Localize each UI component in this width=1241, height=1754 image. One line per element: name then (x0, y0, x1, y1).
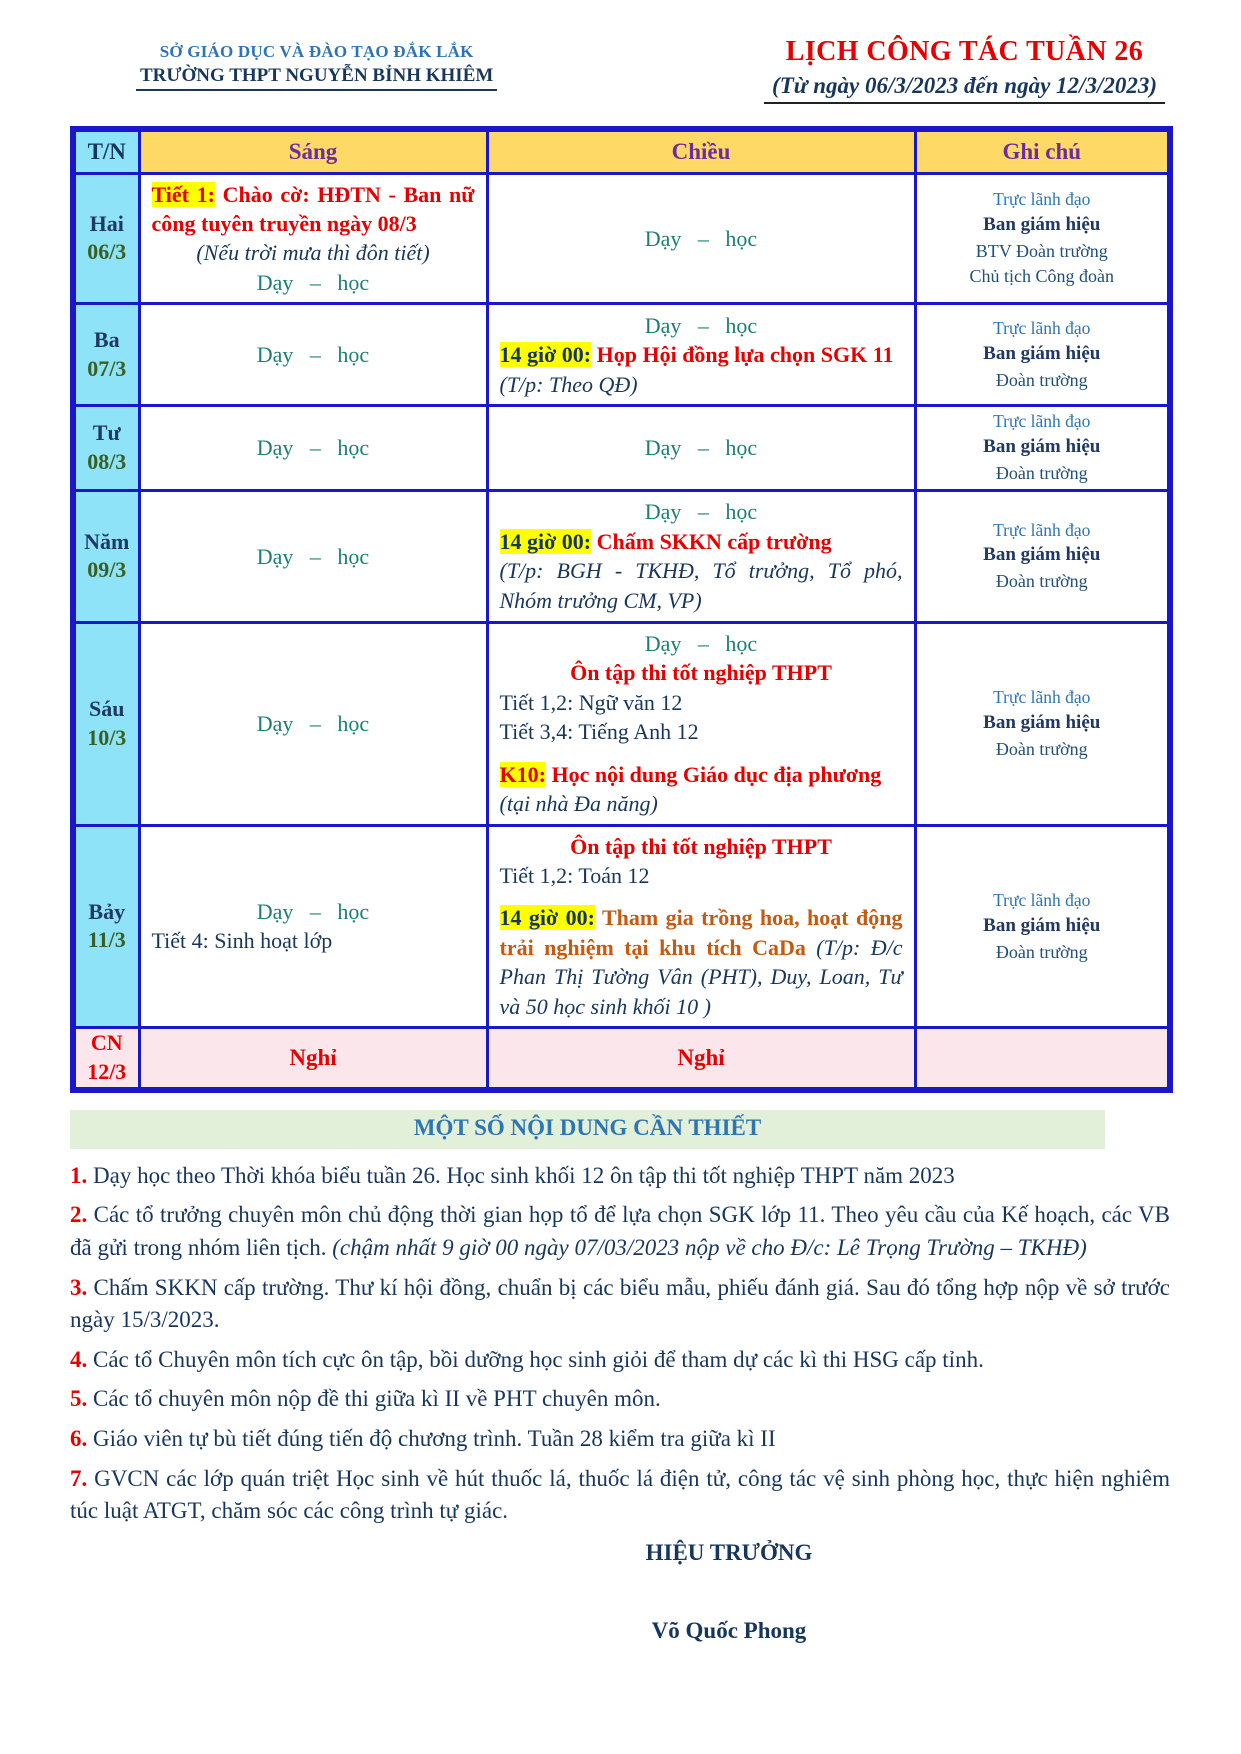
highlight-time: 14 giờ 00: (499, 528, 592, 554)
duty-line: Đoàn trường (995, 571, 1088, 592)
list-item (70, 1199, 1170, 1264)
activity-line (500, 340, 903, 369)
event-note: (tại nhà Đa năng) (499, 791, 658, 817)
day-name: Sáu (89, 696, 125, 722)
day-date: 08/3 (87, 449, 127, 475)
morning-cell (139, 622, 487, 825)
document-header (70, 36, 1169, 104)
item-number: 1. (70, 1162, 88, 1188)
morning-cell (139, 173, 487, 304)
afternoon-cell (487, 1028, 915, 1090)
list-item (70, 1160, 1170, 1193)
schedule-table (70, 126, 1173, 1093)
table-row-monday (73, 173, 1170, 304)
table-row-saturday (73, 825, 1170, 1028)
morning-cell (139, 490, 487, 622)
activity-line (500, 527, 903, 556)
teaching-label: Dạy – học (256, 898, 370, 924)
afternoon-cell (487, 173, 915, 304)
item-text: Giáo viên tự bù tiết đúng tiến độ chương trình. Tuần 28 kiểm tra giữa kì II (87, 1426, 776, 1452)
day-name: Năm (84, 528, 130, 554)
teaching-label: Dạy – học (256, 269, 370, 295)
column-header-afternoon: Chiều (487, 129, 915, 173)
org-department: SỞ GIÁO DỤC VÀ ĐÀO TẠO ĐẮK LẮK (159, 42, 474, 61)
day-date: 09/3 (87, 557, 127, 583)
item-number: 2. (70, 1202, 88, 1228)
event-note: (T/p: BGH - TKHĐ, Tổ trưởng, Tổ phó, Nhóm trưởng CM, VP) (499, 558, 903, 613)
teaching-label: Dạy – học (256, 543, 370, 569)
column-header-morning: Sáng (139, 129, 487, 173)
period-line: Tiết 4: Sinh hoạt lớp (151, 928, 333, 954)
duty-line: Đoàn trường (995, 738, 1088, 759)
day-date: 11/3 (87, 927, 126, 953)
org-block (70, 36, 497, 91)
teaching-label: Dạy – học (256, 710, 370, 736)
signature-block (569, 1540, 889, 1644)
item-number: 4. (70, 1346, 88, 1372)
teaching-label: Dạy – học (256, 435, 370, 461)
item-text: Dạy học theo Thời khóa biểu tuần 26. Học sinh khối 12 ôn tập thi tốt nghiệp THPT năm 2023 (87, 1162, 955, 1188)
highlight-tag: K10: (499, 761, 546, 787)
notes-section-title: MỘT SỐ NỘI DUNG CẦN THIẾT (70, 1110, 1105, 1149)
signature-role: HIỆU TRƯỞNG (645, 1540, 813, 1566)
item-number: 6. (70, 1426, 88, 1452)
highlight-tag: Tiết 1: (151, 181, 215, 207)
period-line: Tiết 3,4: Tiếng Anh 12 (499, 719, 699, 745)
org-school: TRƯỜNG THPT NGUYỄN BỈNH KHIÊM (136, 64, 497, 91)
duty-line: Ban giám hiệu (983, 711, 1101, 733)
morning-cell (139, 406, 487, 490)
day-cell (73, 304, 139, 406)
item-text-italic: (chậm nhất 9 giờ 00 ngày 07/03/2023 nộp về cho Đ/c: Lê Trọng Trường – TKHĐ) (332, 1234, 1087, 1260)
duty-line: Ban giám hiệu (983, 436, 1101, 458)
list-item (70, 1272, 1170, 1337)
event-note: (T/p: Theo QĐ) (499, 371, 638, 397)
teaching-label: Dạy – học (256, 342, 370, 368)
day-name: Hai (89, 210, 124, 236)
duty-line: Ban giám hiệu (983, 544, 1101, 566)
notes-cell (915, 1028, 1170, 1090)
signature-name: Võ Quốc Phong (651, 1618, 807, 1644)
day-name: Ba (93, 327, 120, 353)
morning-cell (139, 304, 487, 406)
highlight-time: 14 giờ 00: (499, 342, 592, 368)
duty-line: Đoàn trường (995, 941, 1088, 962)
list-item (70, 1344, 1170, 1377)
rest-label: Nghỉ (677, 1044, 725, 1070)
notes-cell (915, 622, 1170, 825)
duty-line: Chủ tịch Công đoàn (969, 266, 1114, 287)
duty-line: Trực lãnh đạo (993, 411, 1091, 432)
teaching-label: Dạy – học (644, 630, 758, 656)
item-text: GVCN các lớp quán triệt Học sinh về hút thuốc lá, thuốc lá điện tử, công tác vệ sinh phòng học, thực hiện nghiêm túc luật ATGT, chăm sóc các công trình tự giác. (70, 1465, 1170, 1524)
list-item (70, 1383, 1170, 1416)
notes-cell (915, 173, 1170, 304)
duty-line: Trực lãnh đạo (993, 889, 1091, 910)
exam-heading: Ôn tập thi tốt nghiệp THPT (570, 660, 832, 686)
event-note: (Nếu trời mưa thì đôn tiết) (196, 240, 430, 266)
event-text: Tham gia trồng hoa, hoạt động trải nghiệm tại khu tích CaDa (499, 905, 903, 960)
table-row-wednesday (73, 406, 1170, 490)
activity-line (152, 180, 475, 239)
table-row-friday (73, 622, 1170, 825)
table-row-thursday (73, 490, 1170, 622)
afternoon-cell (487, 490, 915, 622)
afternoon-cell (487, 825, 915, 1028)
day-cell (73, 173, 139, 304)
teaching-label: Dạy – học (644, 225, 758, 251)
highlight-time: 14 giờ 00: (499, 905, 595, 931)
duty-line: Trực lãnh đạo (993, 318, 1091, 339)
item-number: 5. (70, 1386, 88, 1412)
table-row-tuesday (73, 304, 1170, 406)
event-text: Chấm SKKN cấp trường (591, 528, 832, 554)
item-number: 3. (70, 1274, 88, 1300)
duty-line: Trực lãnh đạo (993, 188, 1091, 209)
item-number: 7. (70, 1465, 88, 1491)
rest-label: Nghỉ (289, 1044, 337, 1070)
activity-line (500, 903, 903, 1021)
afternoon-cell (487, 304, 915, 406)
day-name: Bảy (88, 898, 126, 924)
duty-line: BTV Đoàn trường (975, 240, 1108, 261)
day-date: 12/3 (87, 1058, 127, 1084)
item-text: Các tổ Chuyên môn tích cực ôn tập, bồi dưỡng học sinh giỏi để tham dự các kì thi HSG cấp tỉnh. (87, 1346, 984, 1372)
teaching-label: Dạy – học (644, 435, 758, 461)
event-text: Họp Hội đồng lựa chọn SGK 11 (591, 342, 894, 368)
event-text: Học nội dung Giáo dục địa phương (545, 761, 882, 787)
day-cell (73, 1028, 139, 1090)
item-text: Chấm SKKN cấp trường. Thư kí hội đồng, chuẩn bị các biểu mẫu, phiếu đánh giá. Sau đó tổng hợp nộp về sở trước ngày 15/3/2023. (70, 1274, 1170, 1333)
duty-line: Ban giám hiệu (983, 213, 1101, 235)
day-cell (73, 490, 139, 622)
activity-line (500, 760, 903, 789)
teaching-label: Dạy – học (644, 312, 758, 338)
event-note: (T/p: Đ/c Phan Thị Tường Vân (PHT), Duy, Loan, Tư và 50 học sinh khối 10 ) (499, 934, 903, 1019)
day-cell (73, 825, 139, 1028)
afternoon-cell (487, 406, 915, 490)
exam-heading: Ôn tập thi tốt nghiệp THPT (570, 833, 832, 859)
afternoon-cell (487, 622, 915, 825)
day-name: CN (90, 1030, 123, 1056)
day-name: Tư (92, 420, 121, 446)
period-line: Tiết 1,2: Toán 12 (499, 863, 650, 889)
column-header-notes: Ghi chú (915, 129, 1170, 173)
duty-line: Trực lãnh đạo (993, 686, 1091, 707)
table-header-row (73, 129, 1170, 173)
morning-cell (139, 825, 487, 1028)
duty-line: Ban giám hiệu (983, 914, 1101, 936)
list-item (70, 1423, 1170, 1456)
duty-line: Trực lãnh đạo (993, 519, 1091, 540)
list-item (70, 1463, 1170, 1528)
duty-line: Đoàn trường (995, 370, 1088, 390)
period-line: Tiết 1,2: Ngữ văn 12 (499, 689, 683, 715)
day-date: 10/3 (87, 724, 127, 750)
teaching-label: Dạy – học (644, 499, 758, 525)
column-header-tn: T/N (73, 129, 139, 173)
item-text: Các tổ chuyên môn nộp đề thi giữa kì II về PHT chuyên môn. (87, 1386, 661, 1412)
page-title: LỊCH CÔNG TÁC TUẦN 26 (785, 36, 1144, 67)
notes-cell (915, 825, 1170, 1028)
duty-line: Đoàn trường (995, 463, 1088, 484)
morning-cell (139, 1028, 487, 1090)
notes-cell (915, 490, 1170, 622)
day-cell (73, 406, 139, 490)
event-text: Chào cờ: HĐTN - Ban nữ công tuyên truyền ngày 08/3 (151, 181, 475, 236)
duty-line: Ban giám hiệu (983, 343, 1101, 365)
date-range: (Từ ngày 06/3/2023 đến ngày 12/3/2023) (764, 71, 1165, 104)
table-row-sunday (73, 1028, 1170, 1090)
item-text: Các tổ trưởng chuyên môn chủ động thời gian họp tổ để lựa chọn SGK lớp 11. Theo yêu cầu của Kế hoạch, các VB đã gửi trong nhóm liên tịch. (70, 1202, 1170, 1260)
notes-cell (915, 304, 1170, 406)
notes-cell (915, 406, 1170, 490)
notes-list (70, 1160, 1170, 1529)
day-cell (73, 622, 139, 825)
day-date: 06/3 (87, 239, 127, 265)
day-date: 07/3 (87, 355, 127, 381)
title-block (764, 36, 1169, 104)
